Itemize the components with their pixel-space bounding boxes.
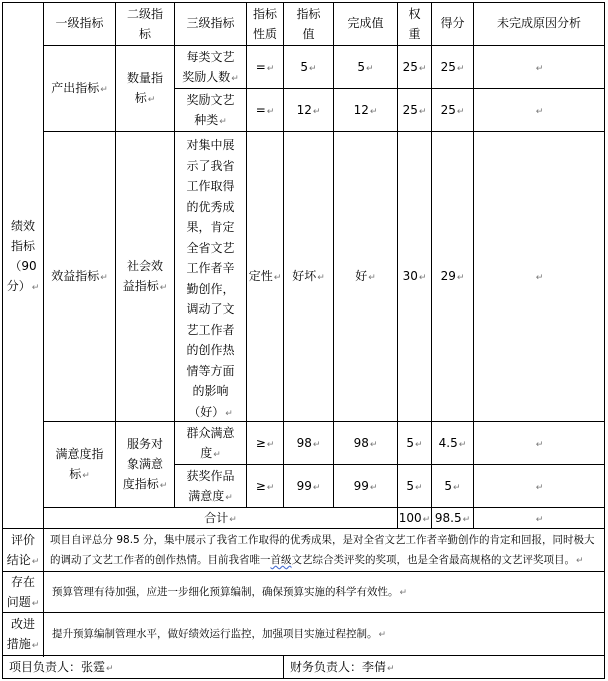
table-row-level3: 奖励文艺 种类↵ bbox=[186, 93, 235, 127]
table-cell-nature: 定性↵ bbox=[248, 269, 282, 283]
table-cell-completed: 好↵ bbox=[355, 269, 376, 283]
table-cell-analysis: ↵ bbox=[535, 440, 544, 450]
service-satisfaction-label: 服务对 象满意 度指标↵ bbox=[122, 437, 168, 491]
table-cell-nature: =↵ bbox=[255, 60, 275, 74]
satisfaction-indicator-label: 满意度指 标↵ bbox=[55, 447, 104, 481]
header-level3: 三级指标 bbox=[186, 16, 235, 30]
table-cell-weight: 5↵ bbox=[406, 436, 423, 450]
header-level2: 二级指 标 bbox=[126, 7, 163, 41]
table-cell-score: 29↵ bbox=[440, 269, 465, 283]
table-row-level3: 群众满意 度↵ bbox=[186, 426, 235, 460]
header-analysis: 未完成原因分析 bbox=[496, 16, 581, 30]
table-row-level3: 获奖作品 满意度↵ bbox=[186, 469, 235, 503]
table-cell-completed: 12↵ bbox=[353, 103, 378, 117]
header-nature: 指标 性质 bbox=[252, 7, 277, 41]
table-cell-score: 4.5↵ bbox=[438, 436, 467, 450]
table-row-level3: 每类文艺 奖励人数↵ bbox=[182, 50, 239, 84]
evaluation-label: 评价 结论↵ bbox=[6, 533, 40, 567]
output-indicator-label: 产出指标↵ bbox=[51, 81, 108, 95]
total-analysis: ↵ bbox=[535, 515, 544, 525]
row-divider bbox=[2, 655, 605, 656]
table-cell-analysis: ↵ bbox=[535, 483, 544, 493]
project-lead: 项目负责人：张霆↵ bbox=[9, 660, 114, 674]
header-target-value: 指标 值 bbox=[296, 7, 321, 41]
table-cell-score: 25↵ bbox=[440, 60, 465, 74]
finance-lead: 财务负责人：李倩↵ bbox=[290, 660, 395, 674]
column-divider bbox=[43, 2, 44, 657]
row-divider bbox=[43, 131, 605, 132]
problems-text: 预算管理有待加强，应进一步细化预算编制，确保预算实施的科学有效性。↵ bbox=[52, 586, 408, 598]
total-weight: 100↵ bbox=[398, 511, 431, 525]
performance-indicator-label: 绩效 指标 （90 分）↵ bbox=[6, 219, 40, 293]
header-divider bbox=[43, 45, 605, 46]
table-cell-analysis: ↵ bbox=[535, 273, 544, 283]
table-cell-completed: 99↵ bbox=[353, 479, 378, 493]
table-cell-nature: =↵ bbox=[255, 103, 275, 117]
social-benefit-label: 社会效 益指标↵ bbox=[122, 259, 168, 293]
table-cell-value: 好坏↵ bbox=[292, 269, 325, 283]
table-cell-nature: ≥↵ bbox=[255, 436, 275, 450]
table-cell-weight: 25↵ bbox=[402, 103, 427, 117]
table-cell-completed: 98↵ bbox=[353, 436, 378, 450]
improvements-label: 改进 措施↵ bbox=[6, 617, 40, 651]
footer-divider bbox=[283, 656, 284, 679]
table-cell-score: 25↵ bbox=[440, 103, 465, 117]
row-divider bbox=[2, 612, 605, 613]
header-level1: 一级指标 bbox=[55, 16, 104, 30]
table-cell-value: 12↵ bbox=[296, 103, 321, 117]
table-cell-analysis: ↵ bbox=[535, 107, 544, 117]
table-cell-weight: 5↵ bbox=[406, 479, 423, 493]
table-cell-value: 5↵ bbox=[300, 60, 317, 74]
row-divider bbox=[43, 421, 605, 422]
table-border-top bbox=[2, 2, 605, 3]
header-weight: 权 重 bbox=[408, 7, 421, 41]
table-cell-analysis: ↵ bbox=[535, 64, 544, 74]
header-score: 得分 bbox=[440, 16, 465, 30]
table-border-right bbox=[604, 2, 605, 679]
benefit-indicator-label: 效益指标↵ bbox=[51, 269, 108, 283]
table-cell-weight: 25↵ bbox=[402, 60, 427, 74]
total-score: 98.5↵ bbox=[434, 511, 471, 525]
total-label: 合计↵ bbox=[204, 511, 237, 525]
benefit-description: 对集中展 示了我省 工作取得 的优秀成 果，肯定 全省文艺 工作者辛 勤创作， 调动了文 艺工作者 的创作热 情等方面 的影响 （好）↵ bbox=[186, 138, 235, 419]
table-cell-nature: ≥↵ bbox=[255, 479, 275, 493]
table-cell-value: 99↵ bbox=[296, 479, 321, 493]
table-cell-value: 98↵ bbox=[296, 436, 321, 450]
improvements-text: 提升预算编制管理水平，做好绩效运行监控，加强项目实施过程控制。↵ bbox=[52, 628, 387, 640]
evaluation-text: 项目自评总分 98.5 分，集中展示了我省工作取得的优秀成果，是对全省文艺工作者辛勤创作的肯定和回报，同时极大 的调动了文艺工作者的创作热情。目前我省唯一首级文艺综合类评奖的奖项，也是全省最高规格的文艺评奖项目。↵ bbox=[50, 534, 595, 566]
problems-label: 存在 问题↵ bbox=[6, 575, 40, 609]
table-cell-completed: 5↵ bbox=[357, 60, 374, 74]
row-divider bbox=[2, 571, 605, 572]
header-completed: 完成值 bbox=[347, 16, 384, 30]
table-cell-weight: 30↵ bbox=[402, 269, 427, 283]
table-cell-score: 5↵ bbox=[444, 479, 461, 493]
quantity-indicator-label: 数量指 标↵ bbox=[126, 71, 163, 105]
